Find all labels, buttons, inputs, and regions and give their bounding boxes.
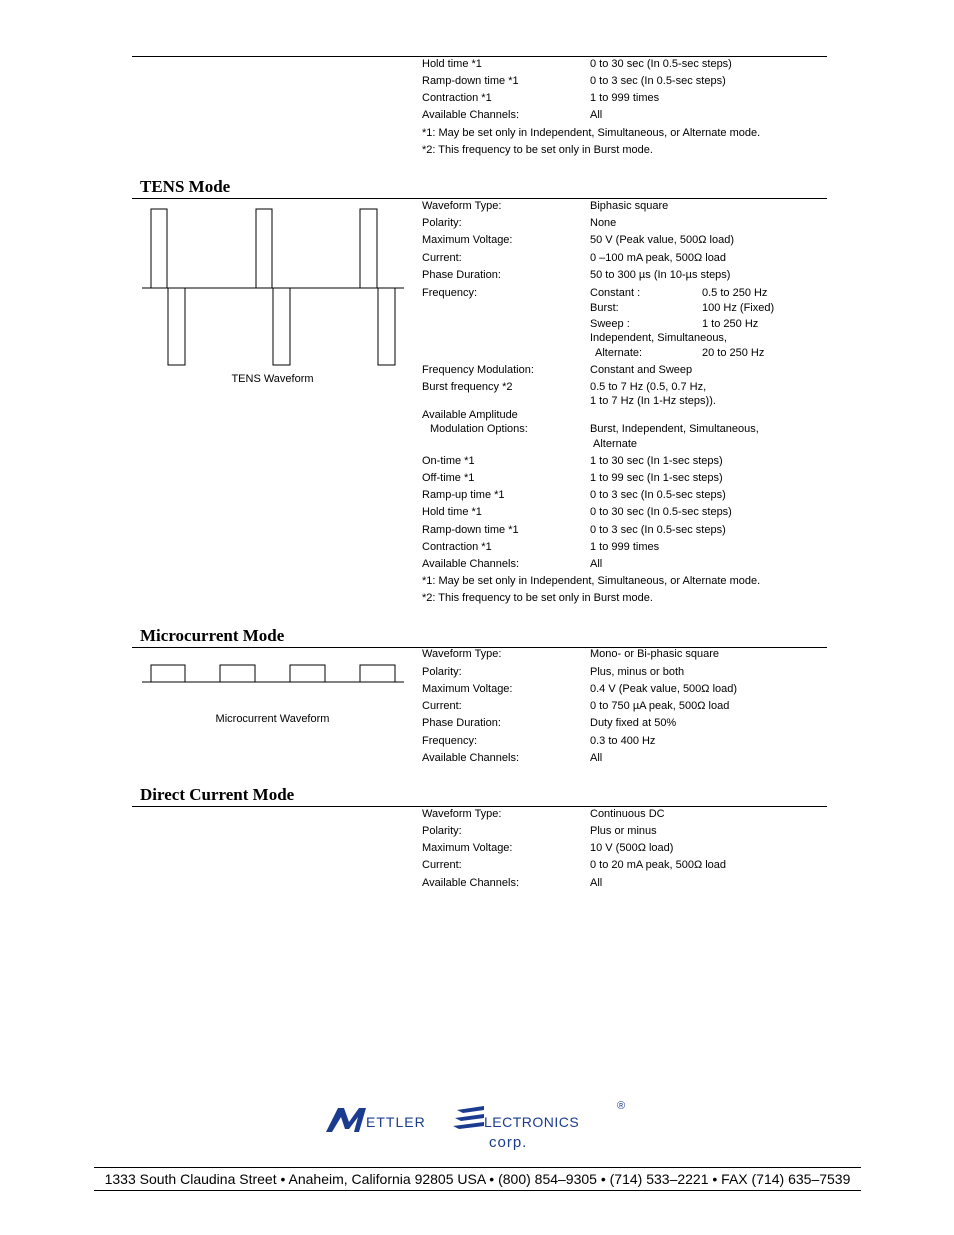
spec-label: Hold time *1 [422, 58, 482, 70]
spec-label: Frequency Modulation: [422, 364, 534, 376]
microcurrent-waveform-diagram [138, 660, 408, 686]
spec-label: Available Channels: [422, 558, 520, 570]
frequency-alternate-value: 20 to 250 Hz [702, 347, 765, 359]
spec-value: 1 to 999 times [590, 541, 660, 553]
tens-waveform-caption: TENS Waveform [231, 373, 314, 385]
footnote: *1: May be set only in Independent, Simultaneous, or Alternate mode. [422, 575, 761, 587]
tens-section-rule [132, 198, 827, 199]
spec-label: On-time *1 [422, 455, 475, 467]
top-section-rule [132, 56, 827, 57]
frequency-burst-label: Burst: [590, 302, 619, 314]
spec-value: Alternate [593, 438, 638, 450]
spec-value: Plus, minus or both [590, 666, 685, 678]
frequency-burst-value: 100 Hz (Fixed) [702, 302, 775, 314]
spec-label: Current: [422, 859, 462, 871]
spec-label: Polarity: [422, 217, 462, 229]
spec-value: All [590, 558, 603, 570]
footnote: *2: This frequency to be set only in Burst mode. [422, 592, 653, 604]
microcurrent-waveform-caption: Microcurrent Waveform [215, 713, 330, 725]
spec-value: 0 to 3 sec (In 0.5-sec steps) [590, 524, 726, 536]
spec-label: Hold time *1 [422, 506, 482, 518]
spec-label: Burst frequency *2 [422, 381, 513, 393]
footer-bottom-rule [94, 1190, 861, 1191]
footer-top-rule [94, 1167, 861, 1168]
spec-value: 0 to 20 mA peak, 500Ω load [590, 859, 727, 871]
spec-value: Duty fixed at 50% [590, 717, 677, 729]
spec-value: 0.3 to 400 Hz [590, 735, 656, 747]
svg-text:corp.: corp. [489, 1134, 528, 1151]
spec-label: Frequency: [422, 287, 478, 299]
spec-value: Burst, Independent, Simultaneous, [590, 423, 759, 435]
spec-label: Modulation Options: [430, 423, 528, 435]
spec-label: Maximum Voltage: [422, 683, 513, 695]
spec-label: Phase Duration: [422, 717, 501, 729]
spec-value: 0 to 30 sec (In 0.5-sec steps) [590, 58, 732, 70]
spec-label: Phase Duration: [422, 269, 501, 281]
frequency-constant-value: 0.5 to 250 Hz [702, 287, 768, 299]
svg-text:ETTLER: ETTLER [366, 1114, 426, 1130]
spec-value: None [590, 217, 617, 229]
spec-value: Constant and Sweep [590, 364, 693, 376]
spec-label: Waveform Type: [422, 648, 502, 660]
frequency-sweep-label: Sweep : [590, 318, 630, 330]
spec-value: 50 to 300 µs (In 10-µs steps) [590, 269, 731, 281]
spec-value: 1 to 999 times [590, 92, 660, 104]
spec-label: Ramp-down time *1 [422, 524, 519, 536]
direct-current-mode-heading: Direct Current Mode [140, 785, 295, 804]
footnote: *2: This frequency to be set only in Burst mode. [422, 144, 653, 156]
spec-value: 10 V (500Ω load) [590, 842, 674, 854]
svg-text:LECTRONICS: LECTRONICS [484, 1114, 580, 1130]
spec-value: 50 V (Peak value, 500Ω load) [590, 234, 734, 246]
spec-value: All [590, 109, 603, 121]
spec-label: Waveform Type: [422, 200, 502, 212]
spec-label: Contraction *1 [422, 92, 492, 104]
frequency-sweep-modes: Independent, Simultaneous, [590, 332, 727, 344]
footer-address: 1333 South Claudina Street • Anaheim, California 92805 USA • (800) 854–9305 • (714) 533–2221 • FAX (714) 635–7539 [104, 1171, 851, 1187]
frequency-constant-label: Constant : [590, 287, 641, 299]
spec-label: Maximum Voltage: [422, 842, 513, 854]
spec-value: 1 to 30 sec (In 1-sec steps) [590, 455, 723, 467]
spec-label: Polarity: [422, 666, 462, 678]
spec-label: Contraction *1 [422, 541, 492, 553]
spec-value: 0 –100 mA peak, 500Ω load [590, 252, 727, 264]
spec-label: Available Channels: [422, 877, 520, 889]
spec-label: Frequency: [422, 735, 478, 747]
tens-mode-heading: TENS Mode [140, 177, 231, 196]
registered-mark: ® [617, 1100, 626, 1112]
spec-value: All [590, 752, 603, 764]
spec-label: Available Amplitude [422, 409, 518, 421]
spec-label: Waveform Type: [422, 808, 502, 820]
spec-value: 0 to 3 sec (In 0.5-sec steps) [590, 489, 726, 501]
spec-value: 0 to 30 sec (In 0.5-sec steps) [590, 506, 732, 518]
spec-value: 0 to 750 µA peak, 500Ω load [590, 700, 730, 712]
spec-label: Maximum Voltage: [422, 234, 513, 246]
spec-value: 0.4 V (Peak value, 500Ω load) [590, 683, 738, 695]
spec-label: Current: [422, 700, 462, 712]
spec-value: 1 to 7 Hz (In 1-Hz steps)). [590, 395, 716, 407]
tens-waveform-diagram [138, 203, 408, 373]
spec-label: Available Channels: [422, 109, 520, 121]
direct-current-section-rule [132, 806, 827, 807]
spec-value: All [590, 877, 603, 889]
spec-label: Ramp-down time *1 [422, 75, 519, 87]
spec-value: Biphasic square [590, 200, 669, 212]
spec-label: Off-time *1 [422, 472, 475, 484]
spec-label: Available Channels: [422, 752, 520, 764]
spec-label: Current: [422, 252, 462, 264]
footnote: *1: May be set only in Independent, Simultaneous, or Alternate mode. [422, 127, 761, 139]
spec-value: 1 to 99 sec (In 1-sec steps) [590, 472, 723, 484]
spec-value: 0 to 3 sec (In 0.5-sec steps) [590, 75, 726, 87]
spec-value: Plus or minus [590, 825, 657, 837]
mettler-electronics-logo [322, 1098, 632, 1153]
frequency-alternate-label: Alternate: [595, 347, 643, 359]
spec-value: Mono- or Bi-phasic square [590, 648, 720, 660]
spec-value: 0.5 to 7 Hz (0.5, 0.7 Hz, [590, 381, 707, 393]
spec-value: Continuous DC [590, 808, 665, 820]
spec-label: Polarity: [422, 825, 462, 837]
microcurrent-mode-heading: Microcurrent Mode [140, 626, 285, 645]
spec-label: Ramp-up time *1 [422, 489, 505, 501]
frequency-sweep-value: 1 to 250 Hz [702, 318, 759, 330]
